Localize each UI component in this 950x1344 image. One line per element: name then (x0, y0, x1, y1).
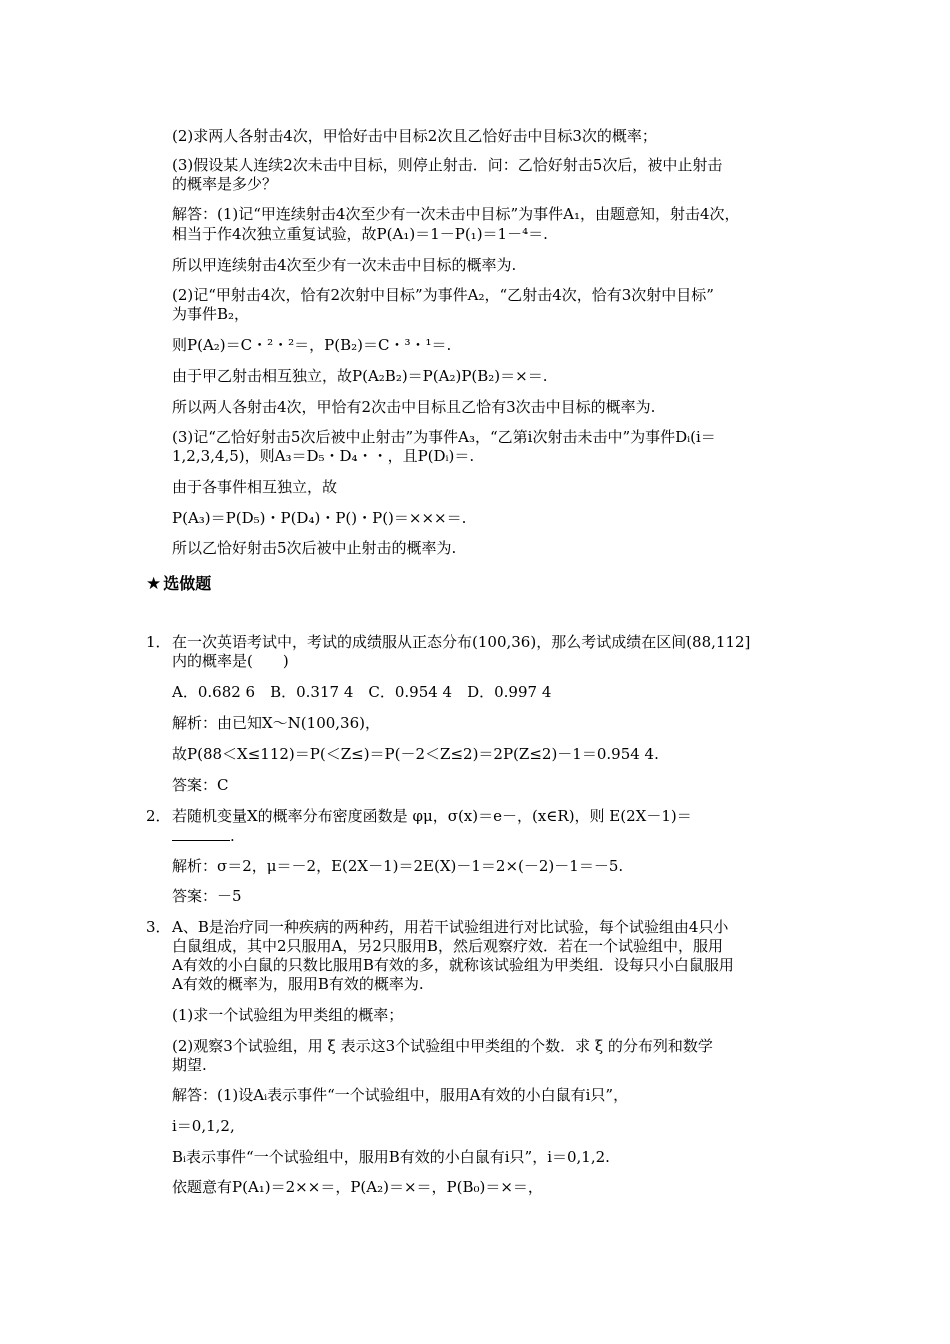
solution-line: Bᵢ表示事件“一个试验组中，服用B有效的小白鼠有i只”，i＝0,1,2. (172, 1148, 610, 1166)
text-line: 1,2,3,4,5)，则A₃＝D₅・D₄・・，且P(Dᵢ)＝. (172, 447, 475, 465)
sub-question: (1)求一个试验组为甲类组的概率； (172, 1006, 404, 1024)
text-line: P(A₃)＝P(D₅)・P(D₄)・P()・P()＝×××＝. (172, 509, 467, 527)
question-stem: 白鼠组成，其中2只服用A，另2只服用B，然后观察疗效．若在一个试验组中，服用 (172, 937, 723, 955)
text-line: 由于甲乙射击相互独立，故P(A₂B₂)＝P(A₂)P(B₂)＝×＝. (172, 367, 548, 385)
answer-blank (172, 826, 230, 841)
text-line: 的概率是多少？ (172, 175, 278, 193)
solution-line: 依题意有P(A₁)＝2××＝，P(A₂)＝×＝，P(B₀)＝×＝， (172, 1178, 543, 1196)
text-line: 所以两人各射击4次，甲恰有2次击中目标且乙恰有3次击中目标的概率为. (172, 398, 656, 416)
section-title: 选做题 (163, 574, 212, 593)
question-stem: A有效的概率为，服用B有效的概率为. (172, 975, 424, 993)
answer-line: 答案：－5 (172, 887, 242, 905)
text-line: (2)记“甲射击4次，恰有2次射中目标”为事件A₂，“乙射击4次，恰有3次射中目标” (172, 286, 714, 304)
question-stem: 若随机变量X的概率分布密度函数是 φμ，σ(x)＝e－，(x∈R)，则 E(2X－1)＝ (172, 807, 692, 825)
question-stem-blank: . (172, 826, 235, 846)
solution-line: i＝0,1,2, (172, 1117, 235, 1135)
analysis-line: 故P(88＜X≤112)＝P(＜Z≤)＝P(－2＜Z≤2)＝2P(Z≤2)－1＝0.954 4. (172, 745, 659, 763)
solution-line: 解答：(1)设Aᵢ表示事件“一个试验组中，服用A有效的小白鼠有i只”， (172, 1086, 629, 1104)
question-number: 1． (146, 633, 171, 651)
question-stem: 在一次英语考试中，考试的成绩服从正态分布(100,36)，那么考试成绩在区间(88,112] (172, 633, 751, 651)
analysis-line: 解析：σ＝2，μ＝－2，E(2X－1)＝2E(X)－1＝2×(－2)－1＝－5. (172, 857, 624, 875)
text-line: 解答：(1)记“甲连续射击4次至少有一次未击中目标”为事件A₁，由题意知，射击4次， (172, 205, 740, 223)
question-stem: A有效的小白鼠的只数比服用B有效的多，就称该试验组为甲类组．设每只小白鼠服用 (172, 956, 734, 974)
text-line: 相当于作4次独立重复试验，故P(A₁)＝1－P(₁)＝1－⁴＝. (172, 225, 548, 243)
question-stem: A、B是治疗同一种疾病的两种药，用若干试验组进行对比试验，每个试验组由4只小 (172, 918, 729, 936)
question-number: 3． (146, 918, 171, 936)
text-line: (2)求两人各射击4次，甲恰好击中目标2次且乙恰好击中目标3次的概率； (172, 127, 657, 145)
text-line: 所以甲连续射击4次至少有一次未击中目标的概率为. (172, 256, 517, 274)
text-line: (3)记“乙恰好射击5次后被中止射击”为事件A₃，“乙第i次射击未击中”为事件Dᵢ(i＝ (172, 428, 716, 446)
sub-question: (2)观察3个试验组，用 ξ 表示这3个试验组中甲类组的个数．求 ξ 的分布列和数学 (172, 1037, 713, 1055)
star-icon: ★ (146, 574, 162, 594)
answer-line: 答案：C (172, 776, 229, 794)
text-line: 所以乙恰好射击5次后被中止射击的概率为. (172, 539, 457, 557)
text-line: 则P(A₂)＝C・²・²＝，P(B₂)＝C・³・¹＝. (172, 336, 452, 354)
question-number: 2． (146, 807, 171, 825)
question-stem: 内的概率是( ) (172, 652, 289, 670)
section-heading (146, 573, 211, 595)
analysis-line: 解析：由已知X～N(100,36)， (172, 714, 380, 732)
question-options: A．0.682 6 B．0.317 4 C．0.954 4 D．0.997 4 (172, 683, 552, 701)
text-line: 由于各事件相互独立，故 (172, 478, 338, 496)
text-line: 为事件B₂， (172, 305, 250, 323)
sub-question: 期望. (172, 1056, 207, 1074)
text-line: (3)假设某人连续2次未击中目标，则停止射击．问：乙恰好射击5次后，被中止射击 (172, 156, 723, 174)
